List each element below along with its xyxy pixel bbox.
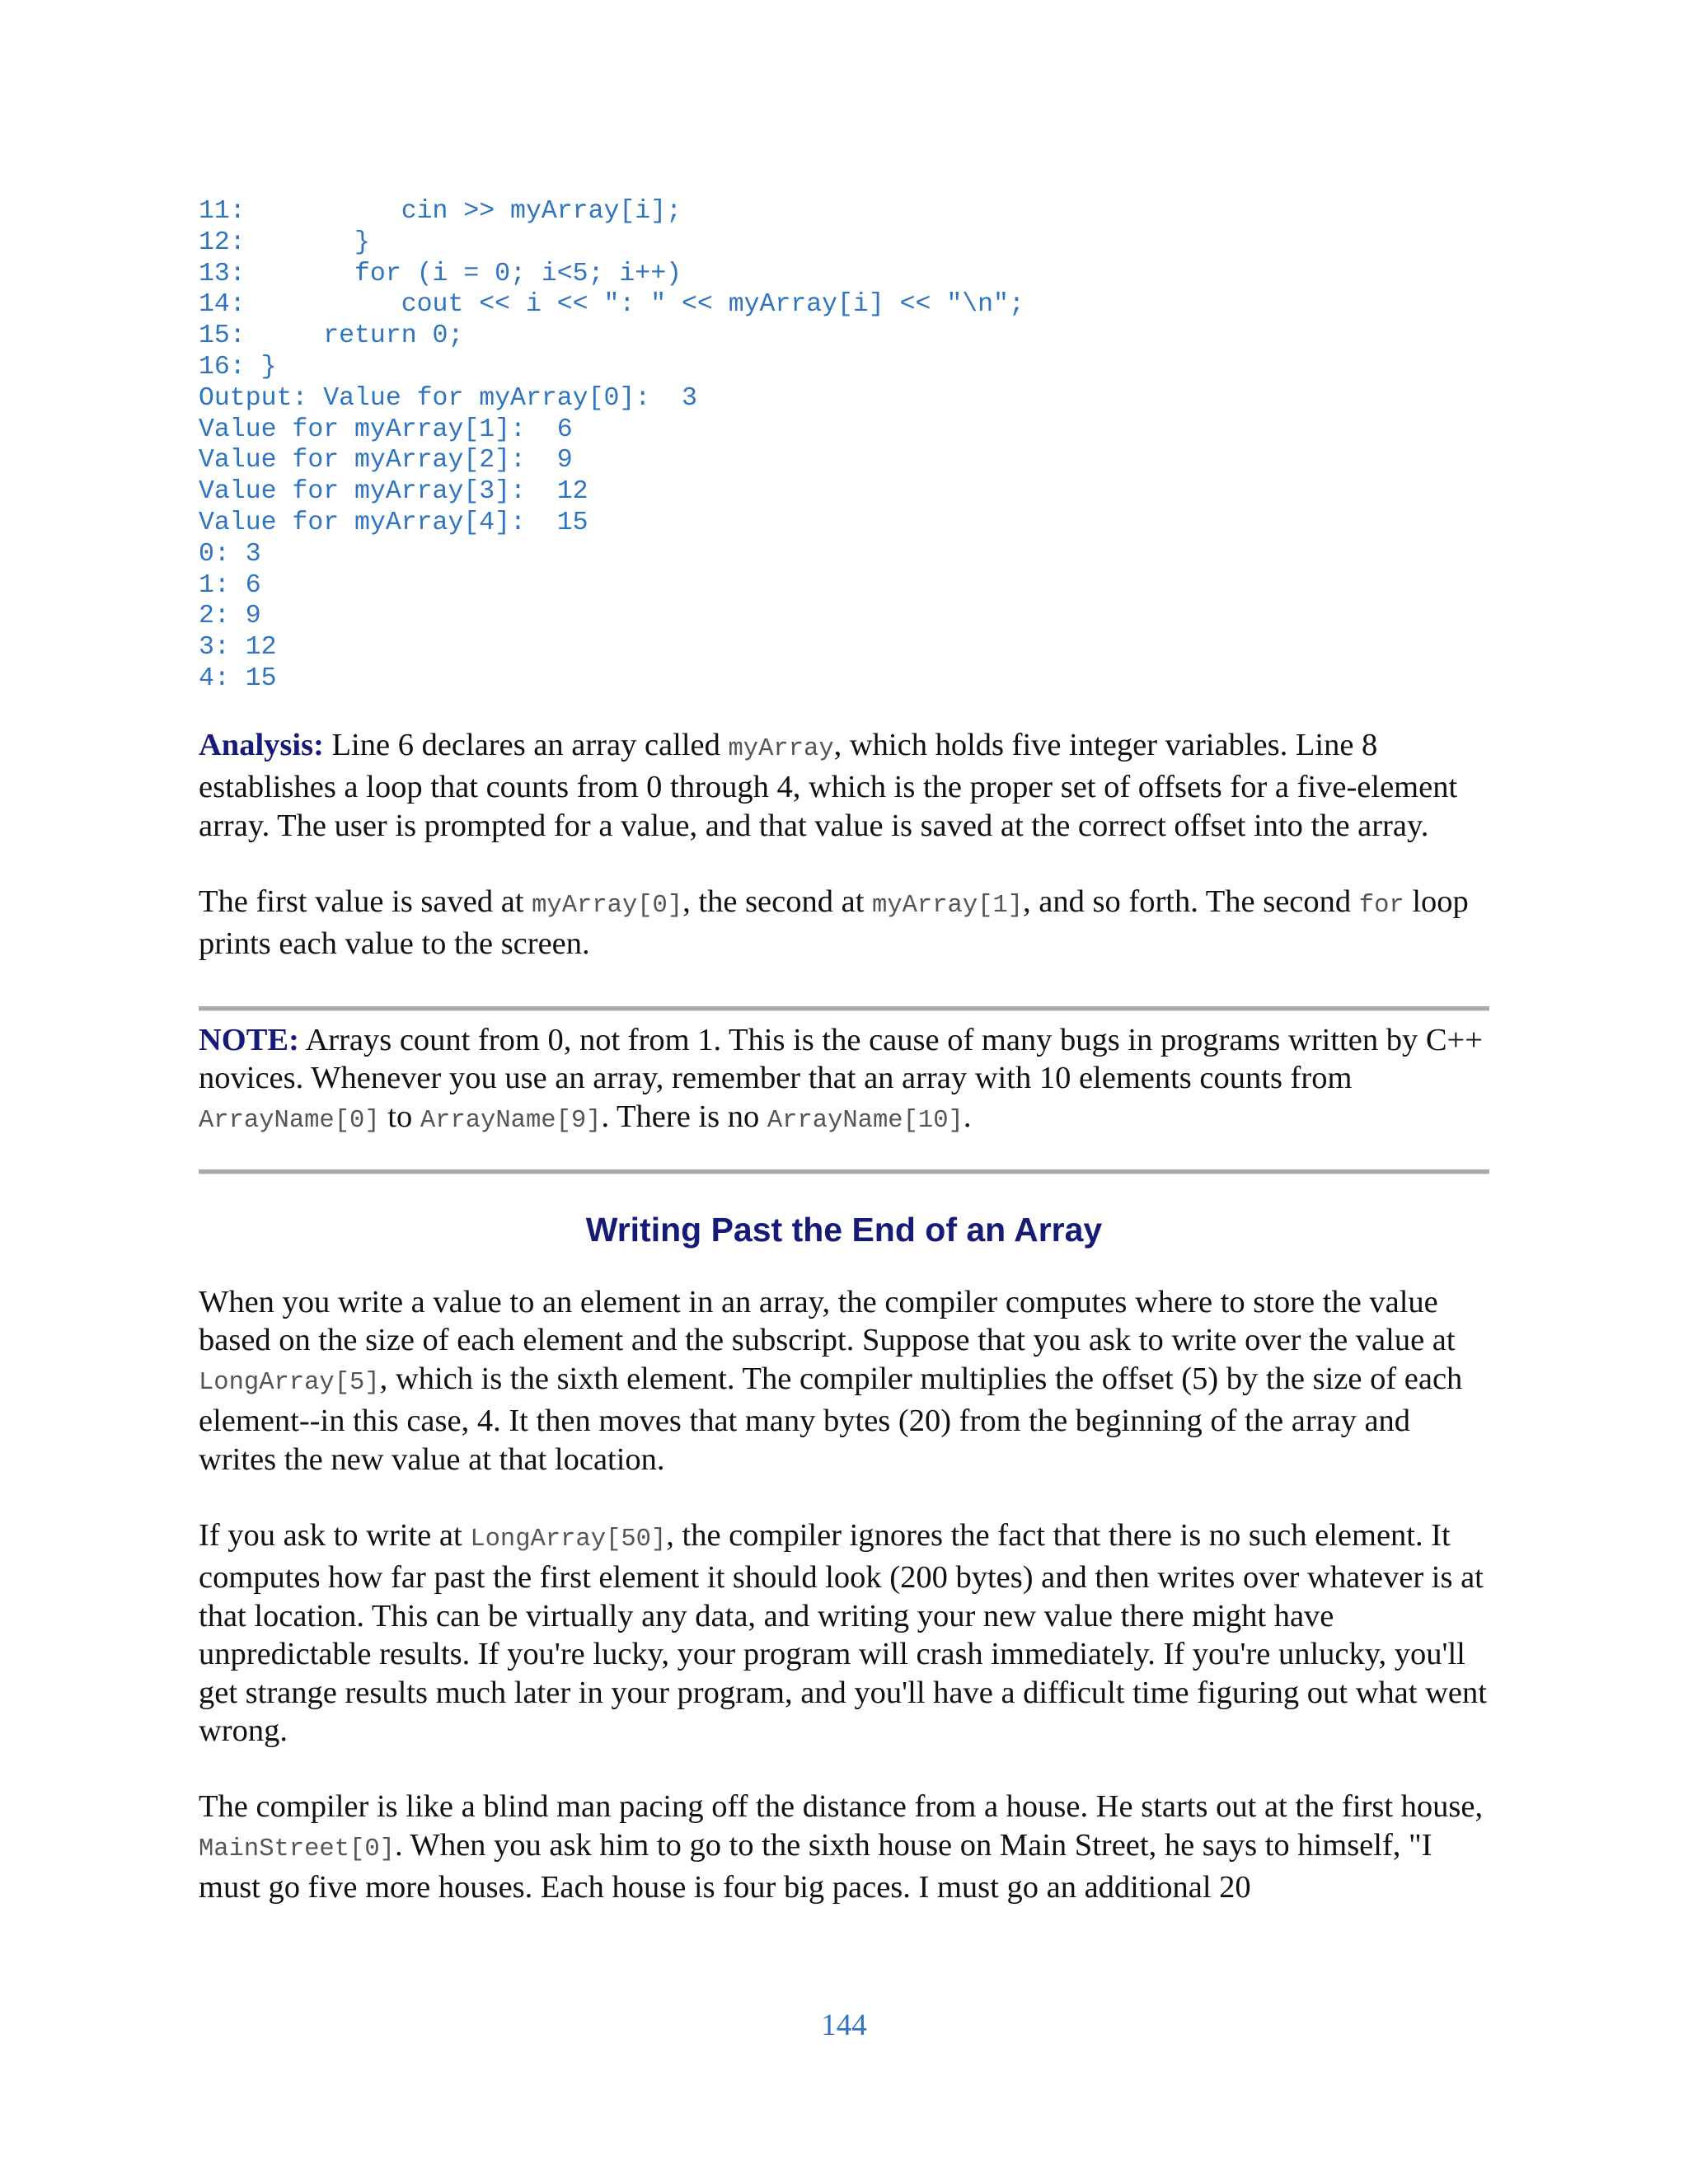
text-run: Arrays count from 0, not from 1. This is the cause of many bugs in programs written by C++ novices. Whenever you use an array, remember that an array with 10 elements counts from — [199, 1022, 1483, 1096]
text-run: Line 6 declares an array called — [323, 727, 729, 762]
code-listing — [199, 196, 1489, 695]
offsets-paragraph — [199, 883, 1489, 963]
note-bottom-rule — [199, 1169, 1489, 1174]
code-line: Value for myArray[4]: 15 — [199, 508, 588, 537]
text-run: , and so forth. The second — [1023, 883, 1359, 919]
note-label: NOTE: — [199, 1022, 299, 1057]
blind-man-paragraph — [199, 1788, 1489, 1906]
analysis-label: Analysis: — [199, 727, 324, 762]
text-run: If you ask to write at — [199, 1518, 471, 1554]
text-run: to — [379, 1099, 420, 1134]
code-line: 12: } — [199, 227, 370, 257]
code-line: 13: for (i = 0; i<5; i++) — [199, 259, 682, 288]
note-top-rule — [199, 1006, 1489, 1011]
code-line: 4: 15 — [199, 663, 277, 693]
text-run: When you write a value to an element in an array, the compiler computes where to store the value based on the size of each element and the subscript. Suppose that you ask to write over the value at — [199, 1285, 1456, 1358]
section-heading: Writing Past the End of an Array — [585, 1211, 1103, 1249]
text-run: The first value is saved at — [199, 883, 532, 919]
page-number: 144 — [821, 2008, 867, 2042]
text-run: loop prints each value to the screen. — [199, 883, 1469, 962]
analysis-paragraph — [199, 726, 1489, 845]
code-line: 1: 6 — [199, 570, 261, 600]
code-line: 15: return 0; — [199, 321, 464, 351]
text-run: , which is the sixth element. The compiler multiplies the offset (5) by the size of each element--in this case, 4. It then moves that many bytes (20) from the beginning of the array and writes the new value at that location. — [199, 1361, 1463, 1477]
inline-code: LongArray[50] — [470, 1526, 667, 1554]
note-paragraph — [199, 1021, 1489, 1140]
text-run: . When you ask him to go to the sixth house on Main Street, he says to himself, "I must go five more houses. Each house is four big paces. I must go an additional 20 — [199, 1827, 1432, 1905]
code-line: Value for myArray[3]: 12 — [199, 477, 588, 507]
past-end-paragraph — [199, 1516, 1489, 1750]
code-line: 14: cout << i << ": " << myArray[i] << "\n"; — [199, 290, 1025, 320]
code-line: Value for myArray[2]: 9 — [199, 446, 573, 476]
code-line: 0: 3 — [199, 539, 261, 569]
text-run: , the compiler ignores the fact that there is no such element. It computes how far past the first element it should look (200 bytes) and then writes over whatever is at that location. This can be virtually any data, and writing your new value there might have unpredictable results. If you're lucky, your program will crash immediately. If you're unlucky, you'll get strange results much later in your program, and you'll have a difficult time figuring out what went wrong. — [199, 1518, 1487, 1749]
text-run: , which holds five integer variables. Line 8 establishes a loop that counts from 0 through 4, which is the proper set of offsets for a five-element array. The user is prompted for a value, and that value is saved at the correct offset into the array. — [199, 727, 1458, 843]
compiler-paragraph — [199, 1283, 1489, 1479]
text-run: . There is no — [601, 1099, 767, 1134]
inline-code: for — [1358, 891, 1404, 920]
book-page — [199, 196, 1489, 1907]
inline-code: myArray[0] — [532, 891, 683, 920]
inline-code: MainStreet[0] — [199, 1835, 395, 1863]
inline-code: myArray[1] — [872, 891, 1024, 920]
text-run: The compiler is like a blind man pacing off the distance from a house. He starts out at the first house, — [199, 1789, 1484, 1825]
text-run: , the second at — [682, 883, 873, 919]
inline-code: LongArray[5] — [199, 1368, 380, 1397]
inline-code: ArrayName[0] — [199, 1106, 380, 1135]
code-line: 3: 12 — [199, 633, 277, 663]
code-line: 11: cin >> myArray[i]; — [199, 197, 682, 226]
code-line: Output: Value for myArray[0]: 3 — [199, 383, 697, 413]
code-line: 16: } — [199, 352, 277, 382]
text-run: . — [963, 1099, 972, 1134]
inline-code: ArrayName[9] — [420, 1106, 602, 1135]
code-line: Value for myArray[1]: 6 — [199, 415, 573, 444]
inline-code: myArray — [728, 734, 834, 763]
inline-code: ArrayName[10] — [767, 1106, 964, 1135]
code-line: 2: 9 — [199, 602, 261, 631]
